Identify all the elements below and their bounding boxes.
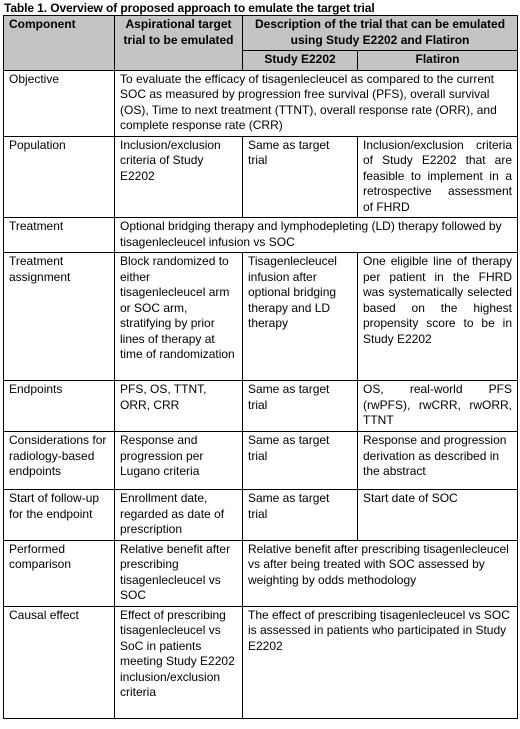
row-target-trial: Effect of prescribing tisagenlecleucel vs SoC in patients meeting Study E2202 inclusion/exclusion criteria [115,606,243,718]
row-flatiron: OS, real-world PFS (rwPFS), rwCRR, rwORR, TTNT [358,381,518,432]
table-row [4,70,518,136]
row-target-trial: Enrollment date, regarded as date of prescription [115,490,243,541]
row-target-trial: Relative benefit after prescribing tisagenlecleucel vs SOC [115,540,243,606]
header-aspirational: Aspirational target trial to be emulated [115,16,243,71]
row-target-trial: Response and progression per Lugano criteria [115,432,243,490]
row-target-trial: PFS, OS, TTNT, ORR, CRR [115,381,243,432]
table-row [4,253,518,381]
table-row [4,540,518,606]
row-component: Performed comparison [4,540,115,606]
row-component: Start of follow-up for the endpoint [4,490,115,541]
table-row [4,432,518,490]
header-study-e2202: Study E2202 [243,51,358,71]
row-component: Causal effect [4,606,115,718]
row-target-trial: Inclusion/exclusion criteria of Study E2202 [115,136,243,218]
header-component: Component [4,16,115,71]
row-flatiron: Response and progression derivation as described in the abstract [358,432,518,490]
row-component: Population [4,136,115,218]
row-component: Endpoints [4,381,115,432]
table-row [4,218,518,253]
header-flatiron: Flatiron [358,51,518,71]
row-component: Treatment [4,218,115,253]
row-target-trial: Block randomized to either tisagenlecleucel arm or SOC arm, stratifying by prior lines of therapy at time of randomization [115,253,243,381]
row-study-e2202: Same as target trial [243,432,358,490]
row-study-e2202: Same as target trial [243,381,358,432]
table-row [4,136,518,218]
row-component: Treatment assignment [4,253,115,381]
row-flatiron: Start date of SOC [358,490,518,541]
table-row [4,606,518,718]
overview-table [3,15,518,719]
row-merged-cell: Optional bridging therapy and lymphodepleting (LD) therapy followed by tisagenlecleucel infusion vs SOC [115,218,518,253]
row-flatiron: Inclusion/exclusion criteria of Study E2202 that are feasible to implement in a retrospective assessment of FHRD [358,136,518,218]
row-component: Considerations for radiology-based endpoints [4,432,115,490]
row-flatiron: One eligible line of therapy per patient in the FHRD was systematically selected based on the highest propensity score to be in Study E2202 [358,253,518,381]
row-study-e2202: Tisagenlecleucel infusion after optional bridging therapy and LD therapy [243,253,358,381]
table-caption: Table 1. Overview of proposed approach to emulate the target trial [4,1,375,15]
row-merged-cell: Relative benefit after prescribing tisagenlecleucel vs after being treated with SOC assessed by weighting by odds methodology [243,540,518,606]
row-merged-cell: To evaluate the efficacy of tisagenlecleucel as compared to the current SOC as measured by progression free survival (PFS), overall survival (OS), Time to next treatment (TTNT), overall response rate (ORR), and complete response rate (CRR) [115,70,518,136]
table-row [4,490,518,541]
row-merged-cell: The effect of prescribing tisagenlecleucel vs SOC is assessed in patients who participated in Study E2202 [243,606,518,718]
table-row [4,381,518,432]
header-description: Description of the trial that can be emulated using Study E2202 and Flatiron [243,16,518,51]
row-component: Objective [4,70,115,136]
row-study-e2202: Same as target trial [243,136,358,218]
row-study-e2202: Same as target trial [243,490,358,541]
